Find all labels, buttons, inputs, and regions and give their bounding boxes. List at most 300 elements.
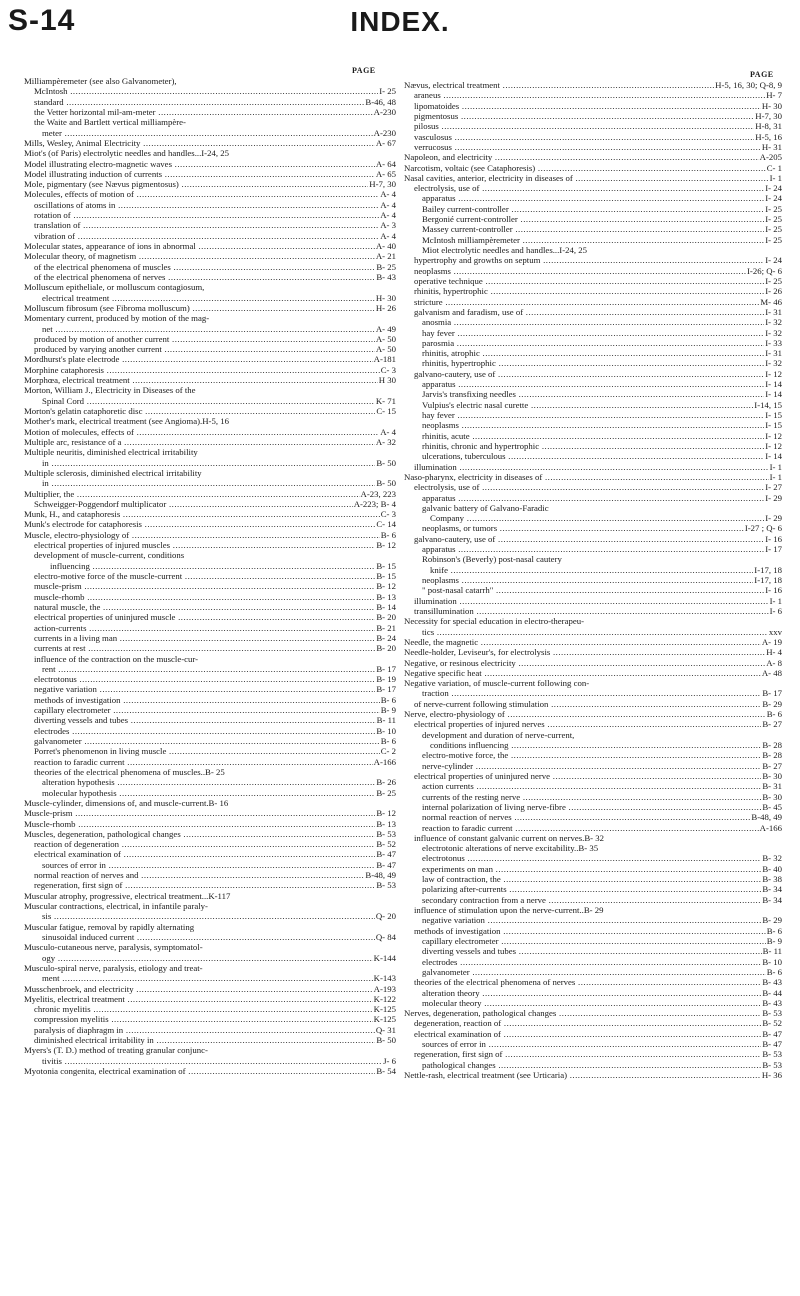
index-entry (404, 1029, 782, 1039)
index-entry-term: muscle-rhomb ..... (34, 592, 396, 602)
index-entry-page-ref: B- 19 (376, 674, 396, 685)
index-entry-term: rhinitis, hypertrophic ..... (422, 358, 782, 368)
index-entry (404, 462, 782, 472)
index-entry-term: vasculosus ..... (414, 132, 782, 142)
index-entry-term: " post-nasal catarrh" ..... (422, 585, 782, 595)
index-entry (404, 410, 782, 420)
index-entry-page-ref: A- 4 (380, 189, 396, 200)
index-entry-term: currents in a living man ..... (34, 633, 396, 643)
index-entry-term: Bailey current-controller ..... (422, 204, 782, 214)
index-entry-term: hypertrophy and growths on septum ..... (414, 255, 782, 265)
index-entry-page-ref: A- 67 (375, 137, 396, 148)
index-entry-term: the Vetter horizontal mil-am-meter ..... (34, 107, 396, 117)
index-entry (24, 427, 396, 437)
index-entry-term: the Waite and Bartlett vertical milliampère- (34, 117, 186, 128)
index-entry-page-ref: B- 29 (762, 915, 782, 926)
index-entry (404, 709, 782, 719)
index-entry (24, 705, 396, 715)
index-entry-page-ref: B- 54 (376, 1066, 396, 1076)
index-entry-term: action currents ..... (422, 781, 782, 791)
index-entry (404, 297, 782, 307)
index-entry (404, 750, 782, 760)
index-entry-page-ref: H- 31 (761, 141, 782, 152)
index-entry (24, 406, 396, 416)
index-entry (24, 530, 396, 540)
index-entry-term: sources of error in ..... (42, 860, 396, 870)
index-entry-page-ref: I- 14 (765, 379, 782, 390)
index-entry (404, 80, 782, 90)
index-entry-term: rhinitis, atrophic ..... (422, 348, 782, 358)
index-entry-term: McIntosh ..... (34, 86, 396, 96)
index-entry-term: normal reaction of nerves and ..... (34, 870, 396, 880)
index-entry-term: araneus ..... (414, 90, 782, 100)
index-entry-page-ref: A- 21 (375, 251, 396, 262)
index-entry-page-ref: A-166 (759, 822, 782, 833)
index-entry-page-ref: Q- 31 (375, 1024, 396, 1035)
index-entry (404, 874, 782, 884)
index-entry (24, 458, 396, 468)
index-entry-page-ref: B- 17 (762, 688, 782, 699)
index-entry-term: oscillations of atoms in ..... (34, 200, 396, 210)
index-entry-term: of the electrical phenomena of nerves ..... (34, 272, 396, 282)
index-entry-page-ref: I- 14 (765, 451, 782, 462)
index-entry-term: Musculo-spiral nerve, paralysis, etiology and treat- (24, 962, 203, 973)
index-entry-page-ref: A- 19 (761, 636, 782, 647)
index-entry-page-ref: B- 52 (376, 839, 396, 850)
index-entry-term: electro-motive force of the muscle-current ..... (34, 571, 396, 581)
index-entry-term: Negative, or resinous electricity ..... (404, 658, 782, 668)
index-entry-term: influence of the contraction on the muscle-cur- (34, 653, 199, 664)
index-entry-term: meter ..... (42, 128, 396, 138)
index-entry-term: reaction to faradic current ..... (34, 757, 396, 767)
index-entry-page-ref: B- 50 (376, 457, 396, 468)
index-entry-term: Muscle-rhomb ..... (24, 819, 396, 829)
index-entry (24, 148, 396, 158)
index-entry-term: galvano-cautery, use of ..... (414, 369, 782, 379)
index-entry (404, 915, 782, 925)
index-entry-term: Model illustrating induction of currents ..... (24, 169, 396, 179)
index-entry (24, 241, 396, 251)
index-entry (24, 478, 396, 488)
index-entry (404, 193, 782, 203)
index-entry-term: pilosus ..... (414, 121, 782, 131)
index-entry (404, 431, 782, 441)
index-entry-page-ref: H- 26 (375, 302, 396, 313)
index-entry-term: Nasal cavities, anterior, electricity in diseases of ..... (404, 173, 782, 183)
index-entry (24, 189, 396, 199)
index-entry-term: paralysis of diaphragm in ..... (34, 1025, 396, 1035)
index-entry-term: Negative specific heat ..... (404, 668, 782, 678)
index-entry-term: Molecular theory, of magnetism ..... (24, 251, 396, 261)
index-entry-term: sinusoidal induced current ..... (42, 932, 396, 942)
page-title: INDEX. (350, 6, 450, 37)
index-entry-page-ref: B- 13 (376, 591, 396, 602)
index-entry (404, 637, 782, 647)
index-entry-term: galvanism and faradism, use of ..... (414, 307, 782, 317)
index-entry (24, 695, 396, 705)
index-entry-page-ref: I- 29 (765, 513, 782, 524)
index-entry-term: transillumination ..... (414, 606, 782, 616)
index-entry-term: illumination ..... (414, 462, 782, 472)
index-entry-page-ref: B- 43 (762, 997, 782, 1008)
index-entry (24, 746, 396, 756)
index-entry-page-ref: I- 31 (765, 306, 782, 317)
index-entry-page-ref: B- 30 (762, 791, 782, 802)
index-entry (24, 1004, 396, 1014)
index-entry-term: Muscle-prism ..... (24, 808, 396, 818)
index-entry (24, 303, 396, 313)
index-entry (404, 812, 782, 822)
index-entry (24, 76, 396, 86)
index-entry (24, 159, 396, 169)
index-entry-term: Munk, H., and cataphoresis ..... (24, 509, 396, 519)
index-entry-page-ref: A-181 (373, 354, 396, 365)
index-entry-term: pathological changes ..... (422, 1060, 782, 1070)
index-entry (24, 643, 396, 653)
index-entry-page-ref: B- 40 (762, 863, 782, 874)
index-entry-page-ref: B- 43 (762, 977, 782, 988)
index-entry-term: knife ..... (430, 565, 782, 575)
index-entry-term: neoplasms ..... (414, 266, 782, 276)
index-entry (404, 1070, 782, 1080)
index-entry-term: Musculo-cutaneous nerve, paralysis, symptomatol- (24, 942, 203, 953)
index-entry-term: influence of stimulation upon the nerve-current..B- 29 (414, 905, 604, 915)
index-entry-term: Bergonié current-controller ..... (422, 214, 782, 224)
index-entry-term: Muscular contractions, electrical, in infantile paraly- (24, 901, 208, 911)
index-entry-term: Naso-pharynx, electricity in diseases of ..... (404, 472, 782, 482)
index-entry-term: electrolysis, use of ..... (414, 482, 782, 492)
index-entry-page-ref: M- 46 (760, 296, 782, 307)
index-entry (404, 792, 782, 802)
index-entry-page-ref: B- 47 (762, 1028, 782, 1039)
index-entry (24, 1014, 396, 1024)
index-entry-term: stricture ..... (414, 297, 782, 307)
index-entry-term: action-currents ..... (34, 623, 396, 633)
index-entry (404, 823, 782, 833)
index-entry-term: diverting vessels and tubes ..... (422, 946, 782, 956)
index-entry-page-ref: B- 31 (762, 781, 782, 792)
index-entry-term: Myotonia congenita, electrical examination of ..... (24, 1066, 396, 1076)
index-entry-term: in ..... (42, 478, 396, 488)
index-entry-term: tics ..... (422, 627, 782, 637)
index-entry-page-ref: A-230 (373, 106, 396, 117)
index-entry-term: reaction of degeneration ..... (34, 839, 396, 849)
index-entry-term: Porret's phenomenon in living muscle ..... (34, 746, 396, 756)
index-entry-page-ref: H-7, 30 (369, 179, 396, 190)
index-entry-page-ref: B- 15 (376, 571, 396, 581)
index-entry (404, 317, 782, 327)
index-entry (404, 946, 782, 956)
index-entry (24, 313, 396, 323)
index-entry (404, 266, 782, 276)
index-entry (404, 513, 782, 523)
index-entry (404, 585, 782, 595)
index-entry (404, 1018, 782, 1028)
index-entry-term: degeneration, reaction of ..... (414, 1018, 782, 1028)
index-entry (404, 307, 782, 317)
index-entry (404, 111, 782, 121)
index-entry-term: apparatus ..... (422, 544, 782, 554)
index-entry-page-ref: H-5, 16 (755, 131, 782, 142)
index-entry (404, 864, 782, 874)
index-entry-page-ref: I- 15 (765, 420, 782, 431)
index-entry-term: galvanometer ..... (34, 736, 396, 746)
index-entry-term: neoplasms, or tumors ..... (422, 523, 782, 533)
index-entry (404, 534, 782, 544)
index-entry-page-ref: A- 32 (375, 436, 396, 447)
index-entry-page-ref: B- 30 (762, 770, 782, 781)
index-entry-page-ref: I- 16 (765, 585, 782, 596)
section-label: S-14 (8, 4, 76, 37)
index-entry-page-ref: B- 27 (762, 760, 782, 771)
index-entry (24, 664, 396, 674)
index-entry (24, 375, 396, 385)
index-entry-term: normal reaction of nerves ..... (422, 812, 782, 822)
index-entry-page-ref: K-125 (373, 1014, 396, 1025)
index-entry-page-ref: I- 24 (765, 183, 782, 194)
index-entry-page-ref: I- 32 (765, 317, 782, 328)
index-entry-page-ref: B- 34 (762, 884, 782, 895)
index-entry-term: currents of the resting nerve ..... (422, 792, 782, 802)
index-entry (404, 688, 782, 698)
index-entry-term: Muscle-cylinder, dimensions of, and muscle-current.B- 16 (24, 797, 229, 808)
index-entry-page-ref: H-7, 30 (755, 110, 782, 121)
index-entry-term: neoplasms ..... (422, 420, 782, 430)
index-entry (404, 771, 782, 781)
index-entry-page-ref: B- 12 (376, 808, 396, 819)
index-entry-term: Nerves, degeneration, pathological changes ..... (404, 1008, 782, 1018)
index-entry-term: influencing ..... (50, 561, 396, 571)
index-entry-term: Molluscum epitheliale, or molluscum contagiosum, (24, 282, 205, 293)
index-entry (404, 988, 782, 998)
index-entry-page-ref: A-193 (373, 983, 396, 994)
index-entry (24, 684, 396, 694)
index-entry-page-ref: B- 12 (376, 581, 396, 592)
index-entry-term: vibration of ..... (34, 231, 396, 241)
index-entry (24, 994, 396, 1004)
index-entry-page-ref: K-125 (373, 1004, 396, 1015)
index-entry-page-ref: K-122 (373, 993, 396, 1004)
index-entry (24, 210, 396, 220)
index-entry-page-ref: C- 15 (376, 406, 396, 416)
index-entry-term: standard ..... (34, 97, 396, 107)
index-entry-page-ref: A-205 (759, 152, 782, 163)
index-entry-term: Vulpius's electric nasal curette ..... (422, 400, 782, 410)
index-entry-page-ref: B- 38 (762, 874, 782, 885)
index-entry-term: tivitis ..... (42, 1056, 396, 1066)
index-entry-term: Morton, William J., Electricity in Diseases of the (24, 385, 196, 396)
index-entry-term: electrical properties of injured muscles ..... (34, 540, 396, 550)
index-entry-term: rhinitis, acute ..... (422, 431, 782, 441)
index-entry-term: electrical properties of injured nerves ..... (414, 719, 782, 729)
index-entry-page-ref: A-223; B- 4 (353, 498, 396, 509)
index-entry-page-ref: H- 7 (766, 90, 782, 101)
index-entry (404, 142, 782, 152)
index-entry-term: Milliampèremeter (see also Galvanometer), (24, 76, 177, 86)
index-entry-page-ref: B- 17 (376, 684, 396, 695)
index-entry (24, 509, 396, 519)
index-entry (24, 262, 396, 272)
index-entry-term: Muscular atrophy, progressive, electrical treatment...K-117 (24, 890, 231, 901)
index-entry (404, 152, 782, 162)
index-entry-page-ref: Q- 84 (375, 931, 396, 942)
index-entry-term: Multiple arc, resistance of a ..... (24, 437, 396, 447)
index-entry-page-ref: B- 14 (376, 601, 396, 612)
index-entry-page-ref: I- 12 (765, 440, 782, 451)
index-entry (24, 1045, 396, 1055)
index-entry-term: capillary electrometer ..... (422, 936, 782, 946)
index-entry (404, 163, 782, 173)
index-entry (404, 503, 782, 513)
index-entry-term: ulcerations, tuberculous ..... (422, 451, 782, 461)
index-entry-term: Molecules, effects of motion of ..... (24, 189, 396, 199)
index-entry (24, 581, 396, 591)
index-entry (24, 447, 396, 457)
index-entry-page-ref: B- 25 (376, 787, 396, 798)
index-entry (404, 204, 782, 214)
index-entry (404, 606, 782, 616)
index-entry-page-ref: B- 27 (762, 719, 782, 730)
index-entry (404, 482, 782, 492)
index-entry-page-ref: I- 25 (765, 203, 782, 214)
index-entry-term: Needle, the magnetic ..... (404, 637, 782, 647)
index-entry (24, 592, 396, 602)
index-entry-page-ref: Q- 20 (375, 911, 396, 922)
index-entry-page-ref: B- 52 (762, 1018, 782, 1029)
index-entry (24, 365, 396, 375)
index-entry (24, 891, 396, 901)
index-entry (404, 420, 782, 430)
index-entry (404, 781, 782, 791)
index-entry (24, 973, 396, 983)
index-entry-term: conditions influencing ..... (430, 740, 782, 750)
index-entry (24, 654, 396, 664)
index-entry-term: rhinitis, hypertrophic ..... (414, 286, 782, 296)
index-entry (24, 674, 396, 684)
index-entry-term: Miot electrolytic needles and handles...I-24, 25 (422, 245, 587, 255)
index-entry-page-ref: A-166 (373, 756, 396, 767)
index-entry-page-ref: B- 53 (376, 828, 396, 839)
index-entry (24, 138, 396, 148)
index-entry-page-ref: B- 47 (376, 849, 396, 860)
index-entry-page-ref: B- 32 (762, 853, 782, 864)
index-entry (24, 499, 396, 509)
index-entry-page-ref: B- 34 (762, 894, 782, 905)
index-entry (24, 396, 396, 406)
index-entry-page-ref: B- 53 (762, 1059, 782, 1070)
index-entry-page-ref: I- 16 (765, 533, 782, 544)
index-entry-term: regeneration, first sign of ..... (34, 880, 396, 890)
index-entry-term: electrical properties of uninjured nerve ..... (414, 771, 782, 781)
index-entry (404, 369, 782, 379)
index-entry (24, 571, 396, 581)
index-entry-term: Nettle-rash, electrical treatment (see Urticaria) ..... (404, 1070, 782, 1080)
index-entry-term: Spinal Cord ..... (42, 396, 396, 406)
index-entry-page-ref: B- 9 (766, 935, 782, 946)
index-entry (404, 1060, 782, 1070)
index-entry-term: Momentary current, produced by motion of the mag- (24, 313, 210, 324)
index-entry-term: galvanic battery of Galvano-Faradic (422, 502, 549, 513)
index-entry-term: neoplasms ..... (422, 575, 782, 585)
index-entry (24, 489, 396, 499)
index-entry (24, 179, 396, 189)
index-entry-term: methods of investigation ..... (414, 926, 782, 936)
index-entry (24, 726, 396, 736)
index-entry-term: nerve-cylinder ..... (422, 761, 782, 771)
index-entry-page-ref: I- 12 (765, 368, 782, 379)
index-entry-term: illumination ..... (414, 596, 782, 606)
index-entry-page-ref: B- 50 (376, 1035, 396, 1046)
index-entry (404, 678, 782, 688)
index-entry-term: Muscles, degeneration, pathological changes ..... (24, 829, 396, 839)
index-entry (24, 788, 396, 798)
index-entry-page-ref: H- 36 (761, 1070, 782, 1080)
index-entry-page-ref: A- 64 (375, 158, 396, 169)
index-entry (24, 231, 396, 241)
index-entry-page-ref: A- 4 (380, 199, 396, 210)
index-entry-page-ref: A- 4 (380, 210, 396, 221)
index-entry-term: regeneration, first sign of ..... (414, 1049, 782, 1059)
index-entry-page-ref: H- 4 (766, 647, 782, 658)
index-entry-term: Muscular fatigue, removal by rapidly alternating (24, 921, 195, 932)
index-entry-term: parosmia ..... (422, 338, 782, 348)
index-entry (24, 963, 396, 973)
index-entry-term: sources of error in ..... (422, 1039, 782, 1049)
index-entry-page-ref: H 30 (378, 375, 396, 386)
index-entry-term: chronic myelitis ..... (34, 1004, 396, 1014)
index-entry (404, 616, 782, 626)
index-entry (404, 926, 782, 936)
index-entry-term: Mills, Wesley, Animal Electricity ..... (24, 138, 396, 148)
index-entry-page-ref: I- 1 (769, 595, 782, 606)
index-entry (404, 884, 782, 894)
index-entry (404, 544, 782, 554)
index-entry-page-ref: B- 6 (766, 709, 782, 720)
index-entry (24, 385, 396, 395)
index-entry-term: galvanometer ..... (422, 967, 782, 977)
index-entry-page-ref: I- 24 (765, 255, 782, 266)
index-entry (24, 602, 396, 612)
index-entry-page-ref: K-144 (373, 952, 396, 963)
index-entry (404, 596, 782, 606)
index-entry (404, 957, 782, 967)
index-entry-term: alteration theory ..... (422, 988, 782, 998)
index-entry-term: Negative variation, of muscle-current following con- (404, 678, 590, 689)
index-entry (24, 870, 396, 880)
index-entry (404, 441, 782, 451)
index-entry-term: apparatus ..... (422, 493, 782, 503)
index-entry-term: Morphine cataphoresis ..... (24, 365, 396, 375)
index-entry (24, 282, 396, 292)
index-entry-term: of the electrical phenomena of muscles ..... (34, 262, 396, 272)
index-entry-term: Schweigger-Poggendorf multiplicator ..... (34, 499, 396, 509)
index-entry-term: Molecular states, appearance of ions in abnormal ..... (24, 241, 396, 251)
index-entry (24, 829, 396, 839)
index-entry-term: experiments on man ..... (422, 864, 782, 874)
index-entry-term: verrucosus ..... (414, 142, 782, 152)
index-entry-page-ref: B- 44 (762, 987, 782, 998)
index-entry (404, 101, 782, 111)
index-entry-page-ref: I- 1 (769, 461, 782, 472)
index-entry-page-ref: B- 12 (376, 540, 396, 551)
index-entry (404, 998, 782, 1008)
index-entry (404, 699, 782, 709)
index-entry-page-ref: B- 11 (376, 715, 396, 726)
index-entry-term: rhinitis, chronic and hypertrophic ..... (422, 441, 782, 451)
index-entry-term: electrotonus ..... (422, 853, 782, 863)
index-entry-term: Company ..... (430, 513, 782, 523)
index-entry-term: McIntosh milliampèremeter ..... (422, 235, 782, 245)
